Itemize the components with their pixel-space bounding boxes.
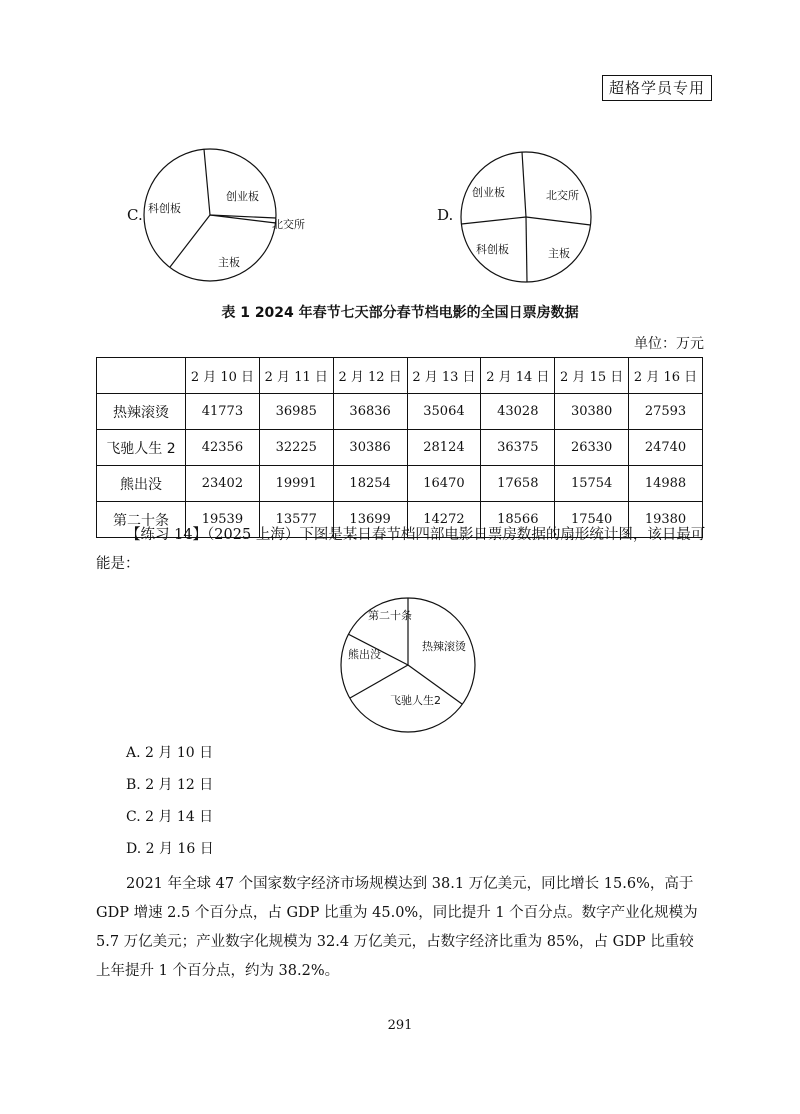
table-row [97, 394, 703, 430]
table-title: 表 1 2024 年春节七天部分春节档电影的全国日票房数据 [221, 305, 579, 321]
pie-d-divider-4 [462, 217, 527, 224]
table-cell: 14988 [629, 466, 703, 502]
row-label: 熊出没 [97, 466, 186, 502]
table-cell: 19991 [259, 466, 333, 502]
option-c-letter: C. [127, 206, 143, 224]
table-cell: 17540 [555, 502, 629, 538]
pie-c-label-a: 创业板 [226, 190, 259, 203]
table-cell: 13699 [333, 502, 407, 538]
table-header-cell: 2 月 15 日 [555, 358, 629, 394]
table-cell: 27593 [629, 394, 703, 430]
table-cell: 36375 [481, 430, 555, 466]
q-pie-label-b: 热辣滚烫 [422, 640, 466, 653]
pie-d-divider-2 [526, 217, 591, 225]
pie-d-divider-1 [522, 152, 526, 217]
row-label: 飞驰人生 2 [97, 430, 186, 466]
table-cell: 14272 [407, 502, 481, 538]
table-header-cell: 2 月 10 日 [186, 358, 260, 394]
question-pie-chart [338, 598, 478, 738]
table-cell: 35064 [407, 394, 481, 430]
table-cell: 42356 [186, 430, 260, 466]
table-header-cell: 2 月 12 日 [333, 358, 407, 394]
table-row [97, 430, 703, 466]
table-cell: 36985 [259, 394, 333, 430]
table-cell: 16470 [407, 466, 481, 502]
pie-d-label-d: 科创板 [476, 243, 509, 256]
pie-d-label-a: 创业板 [472, 186, 505, 199]
pie-c-label-d: 科创板 [148, 202, 181, 215]
pie-c-label-c: 主板 [218, 256, 240, 269]
table-cell: 18566 [481, 502, 555, 538]
option-d-letter: D. [437, 206, 454, 224]
option-d: D. 2 月 16 日 [126, 841, 214, 857]
table-cell: 41773 [186, 394, 260, 430]
table-cell: 28124 [407, 430, 481, 466]
passage-text: 2021 年全球 47 个国家数字经济市场规模达到 38.1 万亿美元，同比增长 15.6%，高于 GDP 增速 2.5 个百分点，占 GDP 比重为 45.0%，同比提升 1 个百分点。数字产业化规模为 5.7 万亿美元；产业数字化规模为 32.4 万亿美元，占数字经济比重为 85%，占 GDP 比重较上年提升 1 个百分点，约为 38.2%。 [96, 876, 698, 979]
table-cell: 17658 [481, 466, 555, 502]
pie-d-divider-3 [526, 217, 527, 282]
table-unit: 单位：万元 [634, 336, 704, 352]
pie-c-divider-4 [170, 215, 210, 267]
pie-c-label-b: 北交所 [272, 218, 305, 231]
pie-c-divider-1 [204, 149, 210, 215]
table-cell: 19539 [186, 502, 260, 538]
table-header-cell: 2 月 16 日 [629, 358, 703, 394]
page-number: 291 [387, 1018, 413, 1033]
table-cell: 15754 [555, 466, 629, 502]
row-label: 热辣滚烫 [97, 394, 186, 430]
option-a: A. 2 月 10 日 [126, 745, 214, 761]
pie-d-label-c: 主板 [548, 247, 570, 260]
q-pie-label-c: 飞驰人生2 [390, 694, 441, 707]
table-cell: 19380 [629, 502, 703, 538]
table-header-cell: 2 月 14 日 [481, 358, 555, 394]
table-cell: 43028 [481, 394, 555, 430]
option-b: B. 2 月 12 日 [126, 777, 214, 793]
table-cell: 23402 [186, 466, 260, 502]
table-cell: 30380 [555, 394, 629, 430]
watermark-badge: 超格学员专用 [602, 75, 712, 101]
box-office-table [96, 357, 703, 538]
pie-d-label-b: 北交所 [546, 189, 579, 202]
table-cell: 18254 [333, 466, 407, 502]
table-cell: 26330 [555, 430, 629, 466]
option-c: C. 2 月 14 日 [126, 809, 214, 825]
table-header-cell: 2 月 11 日 [259, 358, 333, 394]
table-cell: 13577 [259, 502, 333, 538]
table-header-cell: 2 月 13 日 [407, 358, 481, 394]
pie-chart-c [140, 150, 305, 290]
table-row [97, 466, 703, 502]
table-header-row [97, 358, 703, 394]
q-pie-label-d: 熊出没 [348, 648, 381, 661]
table-cell: 24740 [629, 430, 703, 466]
table-header-cell [97, 358, 186, 394]
table-cell: 36836 [333, 394, 407, 430]
table-cell: 32225 [259, 430, 333, 466]
row-label: 第二十条 [97, 502, 186, 538]
q-pie-label-a: 第二十条 [368, 609, 412, 622]
question-text: 【练习 14】（2025 上海）下图是某日春节档四部电影日票房数据的扇形统计图，该日最可能是： [96, 527, 706, 572]
table-cell: 30386 [333, 430, 407, 466]
pie-chart-d [456, 150, 596, 290]
